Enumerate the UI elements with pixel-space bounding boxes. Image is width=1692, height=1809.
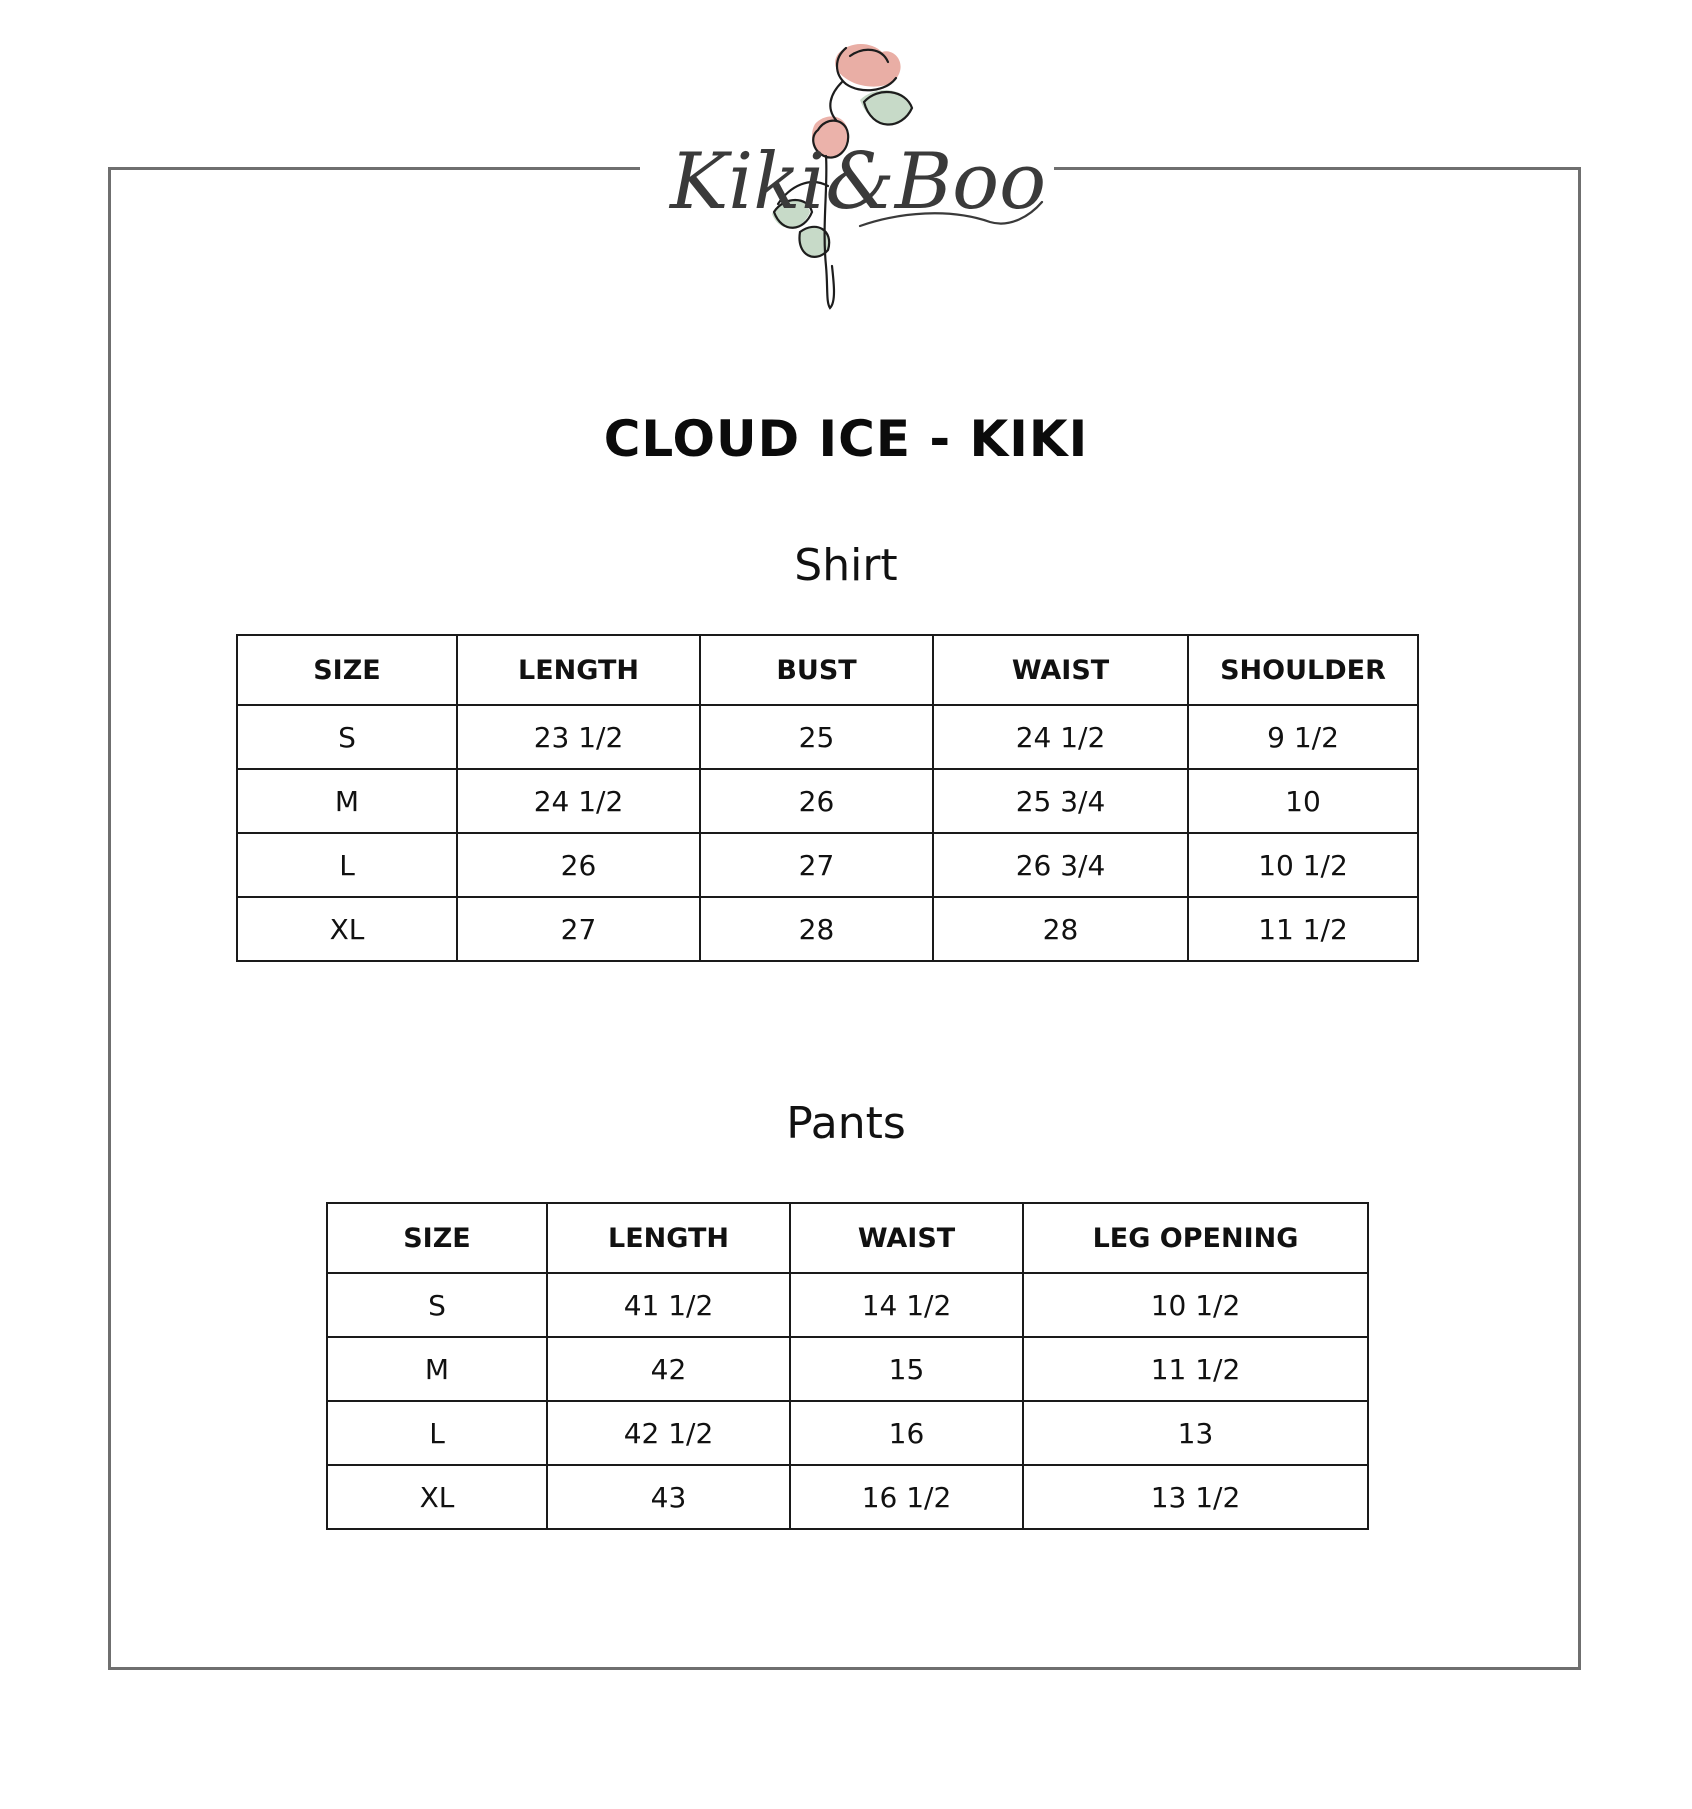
table-cell: 13 <box>1023 1401 1368 1465</box>
table-cell: M <box>237 769 457 833</box>
table-row <box>327 1273 1368 1337</box>
table-cell: XL <box>237 897 457 961</box>
table-cell: 10 1/2 <box>1188 833 1418 897</box>
column-header: WAIST <box>790 1203 1023 1273</box>
page-title: CLOUD ICE - KIKI <box>603 410 1089 468</box>
table-cell: S <box>327 1273 547 1337</box>
column-header: WAIST <box>933 635 1188 705</box>
column-header: LEG OPENING <box>1023 1203 1368 1273</box>
table-cell: 26 <box>700 769 933 833</box>
kiki-and-boo-logo <box>650 36 1050 316</box>
table-cell: L <box>327 1401 547 1465</box>
table-cell: 11 1/2 <box>1023 1337 1368 1401</box>
table-cell: 28 <box>933 897 1188 961</box>
column-header: LENGTH <box>457 635 700 705</box>
table-cell: 27 <box>700 833 933 897</box>
table-header-row <box>327 1203 1368 1273</box>
table-row <box>327 1401 1368 1465</box>
column-header: SHOULDER <box>1188 635 1418 705</box>
table-cell: 24 1/2 <box>933 705 1188 769</box>
table-cell: L <box>237 833 457 897</box>
table-row <box>327 1465 1368 1529</box>
table-row <box>237 833 1418 897</box>
table-cell: S <box>237 705 457 769</box>
column-header: SIZE <box>327 1203 547 1273</box>
table-cell: 10 1/2 <box>1023 1273 1368 1337</box>
table-cell: 25 <box>700 705 933 769</box>
brand-wordmark: Kiki&Boo <box>670 137 1047 227</box>
table-row <box>237 897 1418 961</box>
table-cell: 16 1/2 <box>790 1465 1023 1529</box>
table-cell: 43 <box>547 1465 790 1529</box>
table-cell: 25 3/4 <box>933 769 1188 833</box>
table-cell: 14 1/2 <box>790 1273 1023 1337</box>
table-cell: 42 <box>547 1337 790 1401</box>
table-cell: 28 <box>700 897 933 961</box>
table-cell: 26 3/4 <box>933 833 1188 897</box>
column-header: BUST <box>700 635 933 705</box>
table-cell: 24 1/2 <box>457 769 700 833</box>
table-cell: 16 <box>790 1401 1023 1465</box>
table-cell: 13 1/2 <box>1023 1465 1368 1529</box>
shirt-size-table <box>236 634 1419 962</box>
table-cell: 41 1/2 <box>547 1273 790 1337</box>
table-row <box>327 1337 1368 1401</box>
table-header-row <box>237 635 1418 705</box>
table-cell: 42 1/2 <box>547 1401 790 1465</box>
table-cell: 23 1/2 <box>457 705 700 769</box>
shirt-section-title: Shirt <box>794 540 898 591</box>
table-cell: M <box>327 1337 547 1401</box>
column-header: LENGTH <box>547 1203 790 1273</box>
table-cell: 10 <box>1188 769 1418 833</box>
table-cell: 27 <box>457 897 700 961</box>
pants-section-title: Pants <box>786 1098 906 1149</box>
table-row <box>237 769 1418 833</box>
column-header: SIZE <box>237 635 457 705</box>
table-cell: XL <box>327 1465 547 1529</box>
table-cell: 11 1/2 <box>1188 897 1418 961</box>
pants-size-table <box>326 1202 1369 1530</box>
table-row <box>237 705 1418 769</box>
table-cell: 15 <box>790 1337 1023 1401</box>
table-cell: 26 <box>457 833 700 897</box>
table-cell: 9 1/2 <box>1188 705 1418 769</box>
